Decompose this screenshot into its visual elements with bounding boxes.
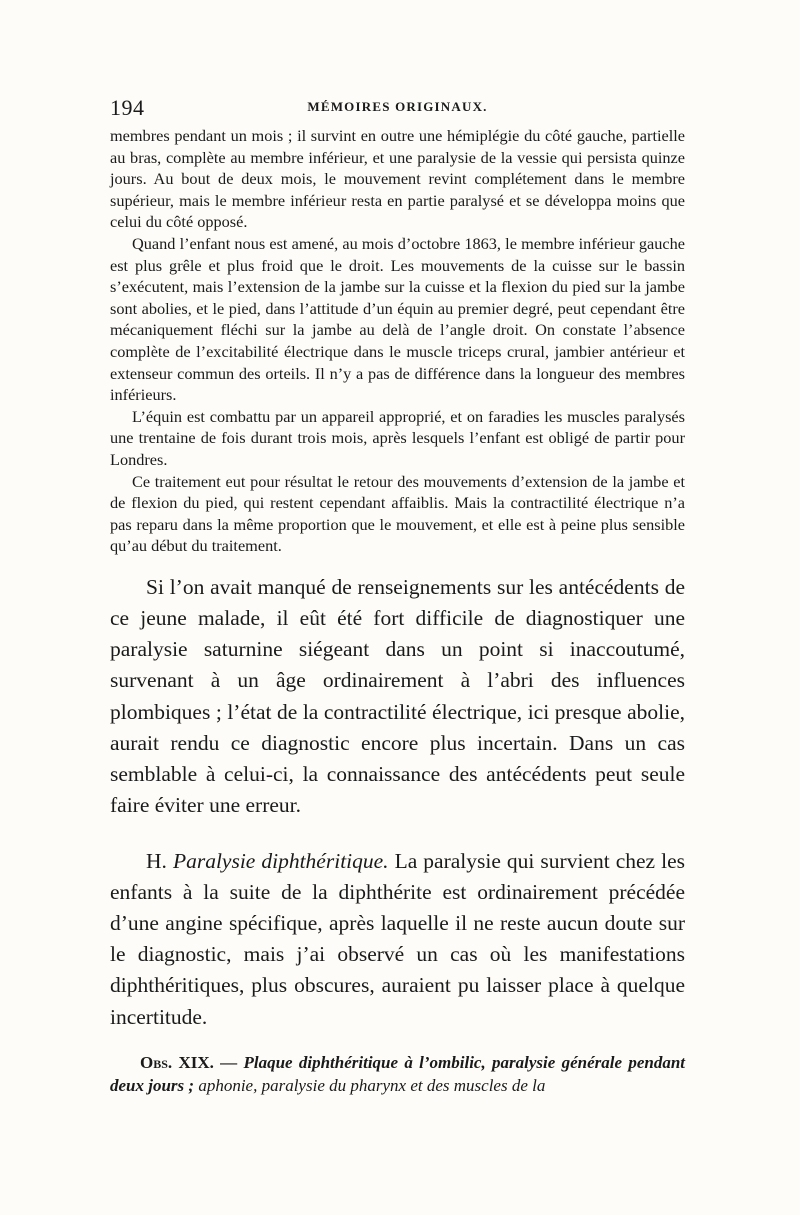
observation-dash: — xyxy=(220,1052,238,1072)
section-paragraph xyxy=(110,846,685,1033)
section-prefix: H. xyxy=(146,848,167,873)
paragraph: Quand l’enfant nous est amené, au mois d’octobre 1863, le membre inférieur gauche est plus grêle et plus froid que le droit. Les mouvements de la cuisse sur le bassin s’exécutent, mais l’extension de la jambe sur la cuisse et la flexion du pied sur la jambe sont abolies, et le pied, dans l’attitude d’un équin au premier degré, peut cependant être mécaniquement fléchi sur la jambe au delà de l’angle droit. On constate l’absence complète de l’excitabilité électrique dans le muscle triceps crural, jambier antérieur et extenseur commun des orteils. Il n’y a pas de différence dans la longueur des membres inférieurs. xyxy=(110,233,685,405)
paragraph: membres pendant un mois ; il survint en outre une hémiplégie du côté gauche, partielle au bras, complète au membre inférieur, et une paralysie de la vessie qui persista quinze jours. Au bout de deux mois, le mouvement revint complétement dans le membre supérieur, mais le membre inférieur resta en partie paralysé et se développa moins que celui du côté opposé. xyxy=(110,126,685,232)
observation-title: Plaque diphthéritique à l’ombilic, paralysie générale pendant deux jours ; xyxy=(110,1052,685,1096)
observation-label: Obs. XIX. xyxy=(140,1052,214,1072)
page-number: 194 xyxy=(110,95,145,120)
section-heading: Paralysie diphthéritique. xyxy=(172,848,389,873)
observation-heading xyxy=(110,1051,685,1098)
section-body: La paralysie qui survient chez les enfants à la suite de la diphthérite est ordinairement précédée d’une angine spécifique, après laquelle il ne reste aucun doute sur le diagnostic, mais j’ai observé un cas où les manifestations diphthéritiques, plus obscures, auraient pu laisser place à quelque incertitude. xyxy=(110,848,686,1029)
document-page xyxy=(110,95,685,1115)
page-header xyxy=(110,95,685,123)
running-title: MÉMOIRES ORIGINAUX. xyxy=(307,99,488,114)
paragraph: Ce traitement eut pour résultat le retour des mouvements d’extension de la jambe et de flexion du pied, qui restent cependant affaiblis. Mais la contractilité électrique n’a pas reparu dans la même proportion que le mouvement, et elle est à peine plus sensible qu’au début du traitement. xyxy=(110,471,685,556)
paragraph: Si l’on avait manqué de renseignements sur les antécédents de ce jeune malade, il eût été fort difficile de diagnostiquer une paralysie saturnine siégeant dans un point si inaccoutumé, survenant à un âge ordinairement à l’abri des influences plombiques ; l’état de la contractilité électrique, ici presque abolie, aurait rendu ce diagnostic encore plus incertain. Dans un cas semblable à celui-ci, la connaissance des antécédents peut seule faire éviter une erreur. xyxy=(110,574,685,818)
observation-title-continued: aphonie, paralysie du pharynx et des muscles de la xyxy=(198,1076,546,1096)
case-text-small xyxy=(110,125,685,557)
main-text-large xyxy=(110,572,685,1033)
paragraph: L’équin est combattu par un appareil approprié, et on faradies les muscles paralysés une trentaine de fois durant trois mois, après lesquels l’enfant est obligé de partir pour Londres. xyxy=(110,406,685,469)
